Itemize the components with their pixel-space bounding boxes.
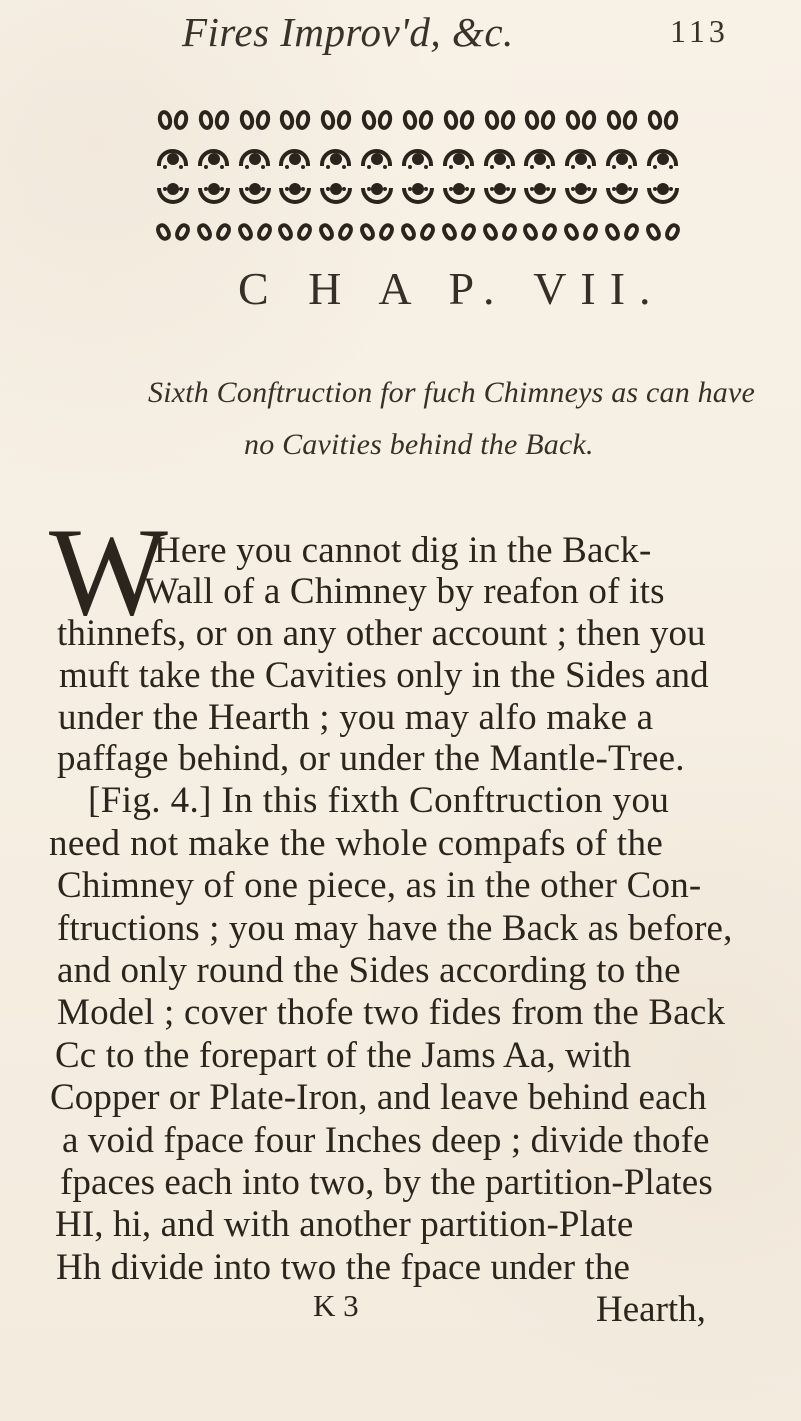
body-line-13: Cc to the forepart of the Jams Aa, with xyxy=(55,1035,632,1076)
body-line-2: Wall of a Chimney by reafon of its xyxy=(144,571,665,612)
ornament-icon xyxy=(318,217,354,247)
ornament-icon xyxy=(277,180,313,210)
ornament-band xyxy=(152,103,684,251)
ornament-icon xyxy=(482,180,518,210)
ornament-icon xyxy=(563,143,599,173)
ornament-icon xyxy=(563,106,599,136)
ornament-icon xyxy=(237,180,273,210)
ornament-icon xyxy=(645,106,681,136)
body-line-14: Copper or Plate-Iron, and leave behind each xyxy=(50,1077,707,1118)
ornament-icon xyxy=(237,217,273,247)
ornament-icon xyxy=(482,217,518,247)
ornament-row xyxy=(152,177,684,213)
body-line-18: Hh divide into two the fpace under the xyxy=(56,1247,631,1288)
ornament-icon xyxy=(441,106,477,136)
ornament-icon xyxy=(155,180,191,210)
ornament-icon xyxy=(645,180,681,210)
ornament-icon xyxy=(400,180,436,210)
body-line-11: and only round the Sides according to the xyxy=(57,950,681,991)
ornament-icon xyxy=(604,106,640,136)
ornament-row xyxy=(152,140,684,176)
ornament-icon xyxy=(318,180,354,210)
ornament-icon xyxy=(400,143,436,173)
ornament-icon xyxy=(482,106,518,136)
ornament-icon xyxy=(522,217,558,247)
ornament-icon xyxy=(359,106,395,136)
body-line-5: under the Hearth ; you may alfo make a xyxy=(58,697,654,738)
chapter-title: C H A P. VII. xyxy=(238,263,665,314)
body-line-1: Here you cannot dig in the Back- xyxy=(154,530,652,571)
body-line-9: Chimney of one piece, as in the other Con- xyxy=(57,865,702,906)
ornament-icon xyxy=(604,180,640,210)
running-head: Fires Improv'd, &c. xyxy=(182,9,514,55)
body-line-15: a void fpace four Inches deep ; divide thofe xyxy=(62,1120,710,1161)
page-number: 113 xyxy=(670,13,729,49)
body-line-10: ftructions ; you may have the Back as before, xyxy=(57,908,733,949)
ornament-icon xyxy=(400,106,436,136)
body-line-7: [Fig. 4.] In this fixth Conftruction you xyxy=(88,780,670,821)
ornament-icon xyxy=(604,143,640,173)
ornament-icon xyxy=(318,106,354,136)
drop-cap: W xyxy=(49,503,168,642)
ornament-row xyxy=(152,103,684,139)
ornament-icon xyxy=(400,217,436,247)
ornament-icon xyxy=(563,180,599,210)
ornament-icon xyxy=(155,143,191,173)
ornament-icon xyxy=(482,143,518,173)
ornament-icon xyxy=(522,180,558,210)
catchword: Hearth, xyxy=(596,1289,706,1330)
ornament-icon xyxy=(277,143,313,173)
ornament-icon xyxy=(318,143,354,173)
ornament-icon xyxy=(604,217,640,247)
chapter-subtitle-line-1: Sixth Conftruction for fuch Chimneys as can have xyxy=(148,376,756,409)
ornament-icon xyxy=(237,143,273,173)
ornament-icon xyxy=(522,143,558,173)
ornament-icon xyxy=(277,106,313,136)
ornament-icon xyxy=(359,217,395,247)
body-line-17: HI, hi, and with another partition-Plate xyxy=(55,1204,634,1245)
ornament-icon xyxy=(522,106,558,136)
ornament-icon xyxy=(563,217,599,247)
ornament-icon xyxy=(196,180,232,210)
chapter-subtitle-line-2: no Cavities behind the Back. xyxy=(244,428,594,461)
ornament-icon xyxy=(645,217,681,247)
ornament-icon xyxy=(196,106,232,136)
ornament-icon xyxy=(441,143,477,173)
ornament-icon xyxy=(155,106,191,136)
ornament-icon xyxy=(359,180,395,210)
ornament-row xyxy=(152,214,684,250)
signature-mark: K 3 xyxy=(313,1288,359,1323)
body-line-4: muft take the Cavities only in the Sides and xyxy=(59,655,709,696)
ornament-icon xyxy=(196,143,232,173)
body-line-8: need not make the whole compafs of the xyxy=(49,823,664,864)
ornament-icon xyxy=(441,180,477,210)
ornament-icon xyxy=(196,217,232,247)
ornament-icon xyxy=(645,143,681,173)
body-line-12: Model ; cover thofe two fides from the Back xyxy=(57,992,726,1033)
ornament-icon xyxy=(441,217,477,247)
ornament-icon xyxy=(237,106,273,136)
body-line-16: fpaces each into two, by the partition-Plates xyxy=(60,1162,713,1203)
ornament-icon xyxy=(277,217,313,247)
ornament-icon xyxy=(359,143,395,173)
body-line-3: thinnefs, or on any other account ; then you xyxy=(57,613,706,654)
body-line-6: paffage behind, or under the Mantle-Tree. xyxy=(57,738,685,779)
ornament-icon xyxy=(155,217,191,247)
